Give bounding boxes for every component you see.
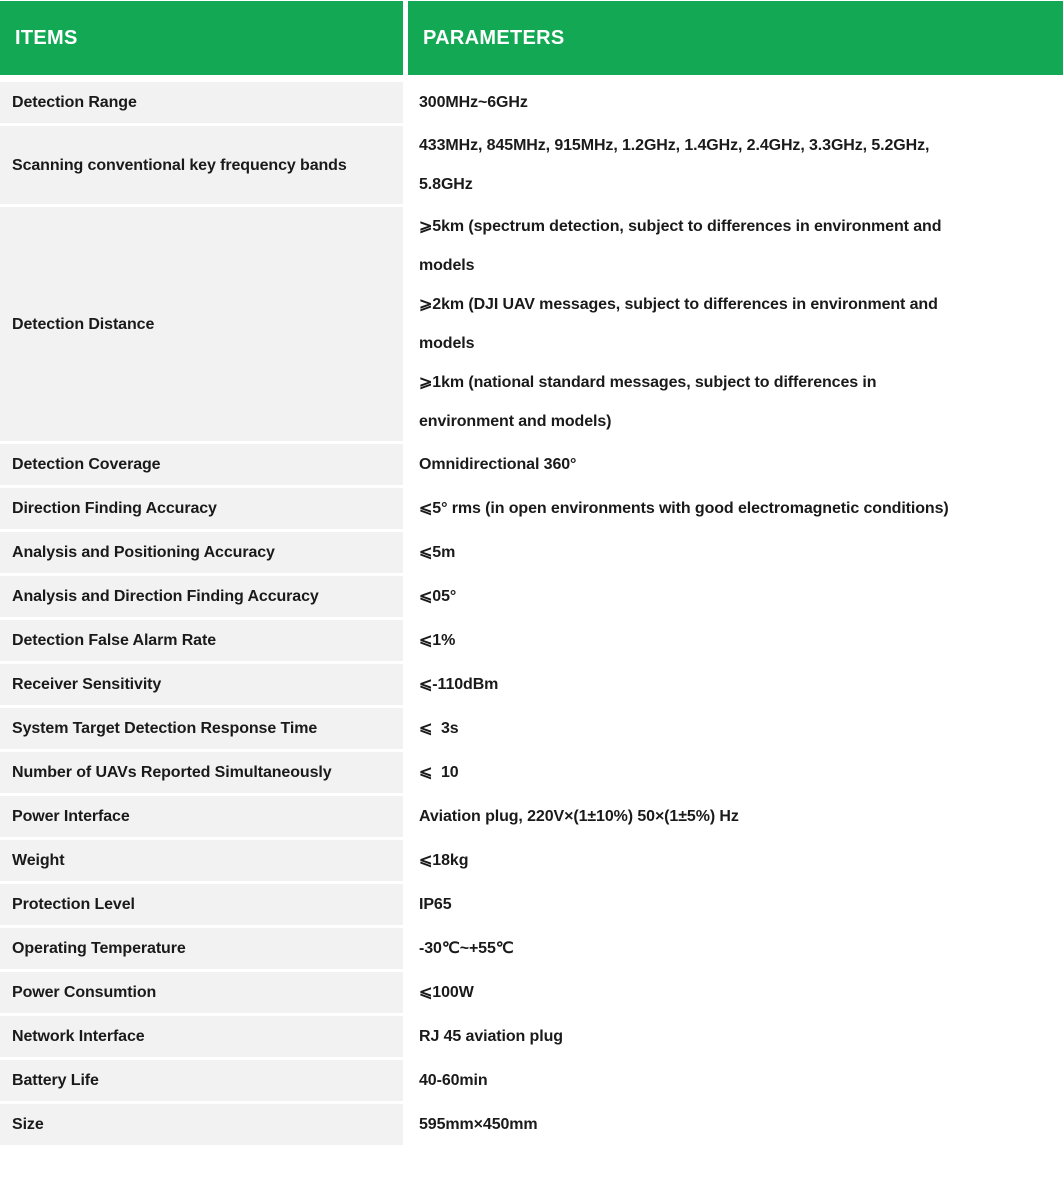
item-cell: Detection Distance — [0, 207, 403, 441]
value-line: -30℃~+55℃ — [419, 940, 514, 957]
value-line: ⩾5km (spectrum detection, subject to differences in environment and — [419, 218, 942, 235]
item-cell: Detection False Alarm Rate — [0, 620, 403, 661]
value-cell — [408, 444, 1063, 485]
table-row — [0, 444, 1063, 485]
item-cell: Receiver Sensitivity — [0, 664, 403, 705]
table-body — [0, 82, 1063, 1145]
value-line: Omnidirectional 360° — [419, 456, 577, 473]
value-cell — [408, 488, 1063, 529]
value-cell — [408, 1016, 1063, 1057]
value-line: models — [419, 257, 475, 274]
value-line: ⩽5° rms (in open environments with good electromagnetic conditions) — [419, 500, 949, 517]
value-line: ⩾1km (national standard messages, subject to differences in — [419, 374, 877, 391]
value-line: 300MHz~6GHz — [419, 94, 528, 111]
value-line: ⩽18kg — [419, 852, 469, 869]
table-header-row — [0, 1, 1063, 75]
table-row — [0, 532, 1063, 573]
table-row — [0, 972, 1063, 1013]
value-line: 40-60min — [419, 1072, 488, 1089]
item-cell: Detection Range — [0, 82, 403, 123]
item-cell: Weight — [0, 840, 403, 881]
value-cell — [408, 796, 1063, 837]
item-cell: System Target Detection Response Time — [0, 708, 403, 749]
table-row — [0, 126, 1063, 204]
value-cell — [408, 840, 1063, 881]
value-line: models — [419, 335, 475, 352]
item-cell: Analysis and Direction Finding Accuracy — [0, 576, 403, 617]
value-cell — [408, 620, 1063, 661]
value-cell — [408, 1104, 1063, 1145]
item-cell: Battery Life — [0, 1060, 403, 1101]
value-cell — [408, 126, 1063, 204]
value-line: ⩽ 3s — [419, 720, 459, 737]
value-line: ⩽ 10 — [419, 764, 459, 781]
table-row — [0, 796, 1063, 837]
value-line: environment and models) — [419, 413, 612, 430]
table-row — [0, 752, 1063, 793]
value-cell — [408, 972, 1063, 1013]
value-cell — [408, 1060, 1063, 1101]
value-line: 433MHz, 845MHz, 915MHz, 1.2GHz, 1.4GHz, 2.4GHz, 3.3GHz, 5.2GHz, — [419, 137, 930, 154]
item-cell: Direction Finding Accuracy — [0, 488, 403, 529]
item-cell: Analysis and Positioning Accuracy — [0, 532, 403, 573]
table-row — [0, 840, 1063, 881]
table-row — [0, 928, 1063, 969]
value-line: Aviation plug, 220V×(1±10%) 50×(1±5%) Hz — [419, 808, 739, 825]
value-cell — [408, 708, 1063, 749]
value-line: RJ 45 aviation plug — [419, 1028, 563, 1045]
value-line: ⩽05° — [419, 588, 457, 605]
table-row — [0, 488, 1063, 529]
table-row — [0, 82, 1063, 123]
table-row — [0, 708, 1063, 749]
item-cell: Size — [0, 1104, 403, 1145]
value-line: 5.8GHz — [419, 176, 473, 193]
value-line: ⩽1% — [419, 632, 456, 649]
item-cell: Scanning conventional key frequency bands — [0, 126, 403, 204]
value-line: ⩽5m — [419, 544, 456, 561]
value-line: IP65 — [419, 896, 452, 913]
item-cell: Power Consumtion — [0, 972, 403, 1013]
value-line: ⩽100W — [419, 984, 474, 1001]
item-cell: Network Interface — [0, 1016, 403, 1057]
table-row — [0, 664, 1063, 705]
item-cell: Number of UAVs Reported Simultaneously — [0, 752, 403, 793]
value-cell — [408, 884, 1063, 925]
item-cell: Operating Temperature — [0, 928, 403, 969]
value-cell — [408, 82, 1063, 123]
table-row — [0, 1060, 1063, 1101]
table-row — [0, 576, 1063, 617]
value-cell — [408, 664, 1063, 705]
value-line: ⩽-110dBm — [419, 676, 499, 693]
value-cell — [408, 576, 1063, 617]
item-cell: Protection Level — [0, 884, 403, 925]
table-row — [0, 620, 1063, 661]
value-line: 595mm×450mm — [419, 1116, 538, 1133]
table-row — [0, 1104, 1063, 1145]
value-cell — [408, 532, 1063, 573]
item-cell: Power Interface — [0, 796, 403, 837]
table-row — [0, 1016, 1063, 1057]
value-line: ⩾2km (DJI UAV messages, subject to differences in environment and — [419, 296, 938, 313]
table-row — [0, 207, 1063, 441]
items-column-header: ITEMS — [0, 1, 403, 75]
table-row — [0, 884, 1063, 925]
item-cell: Detection Coverage — [0, 444, 403, 485]
value-cell — [408, 207, 1063, 441]
parameters-column-header: PARAMETERS — [408, 1, 1063, 75]
value-cell — [408, 928, 1063, 969]
value-cell — [408, 752, 1063, 793]
